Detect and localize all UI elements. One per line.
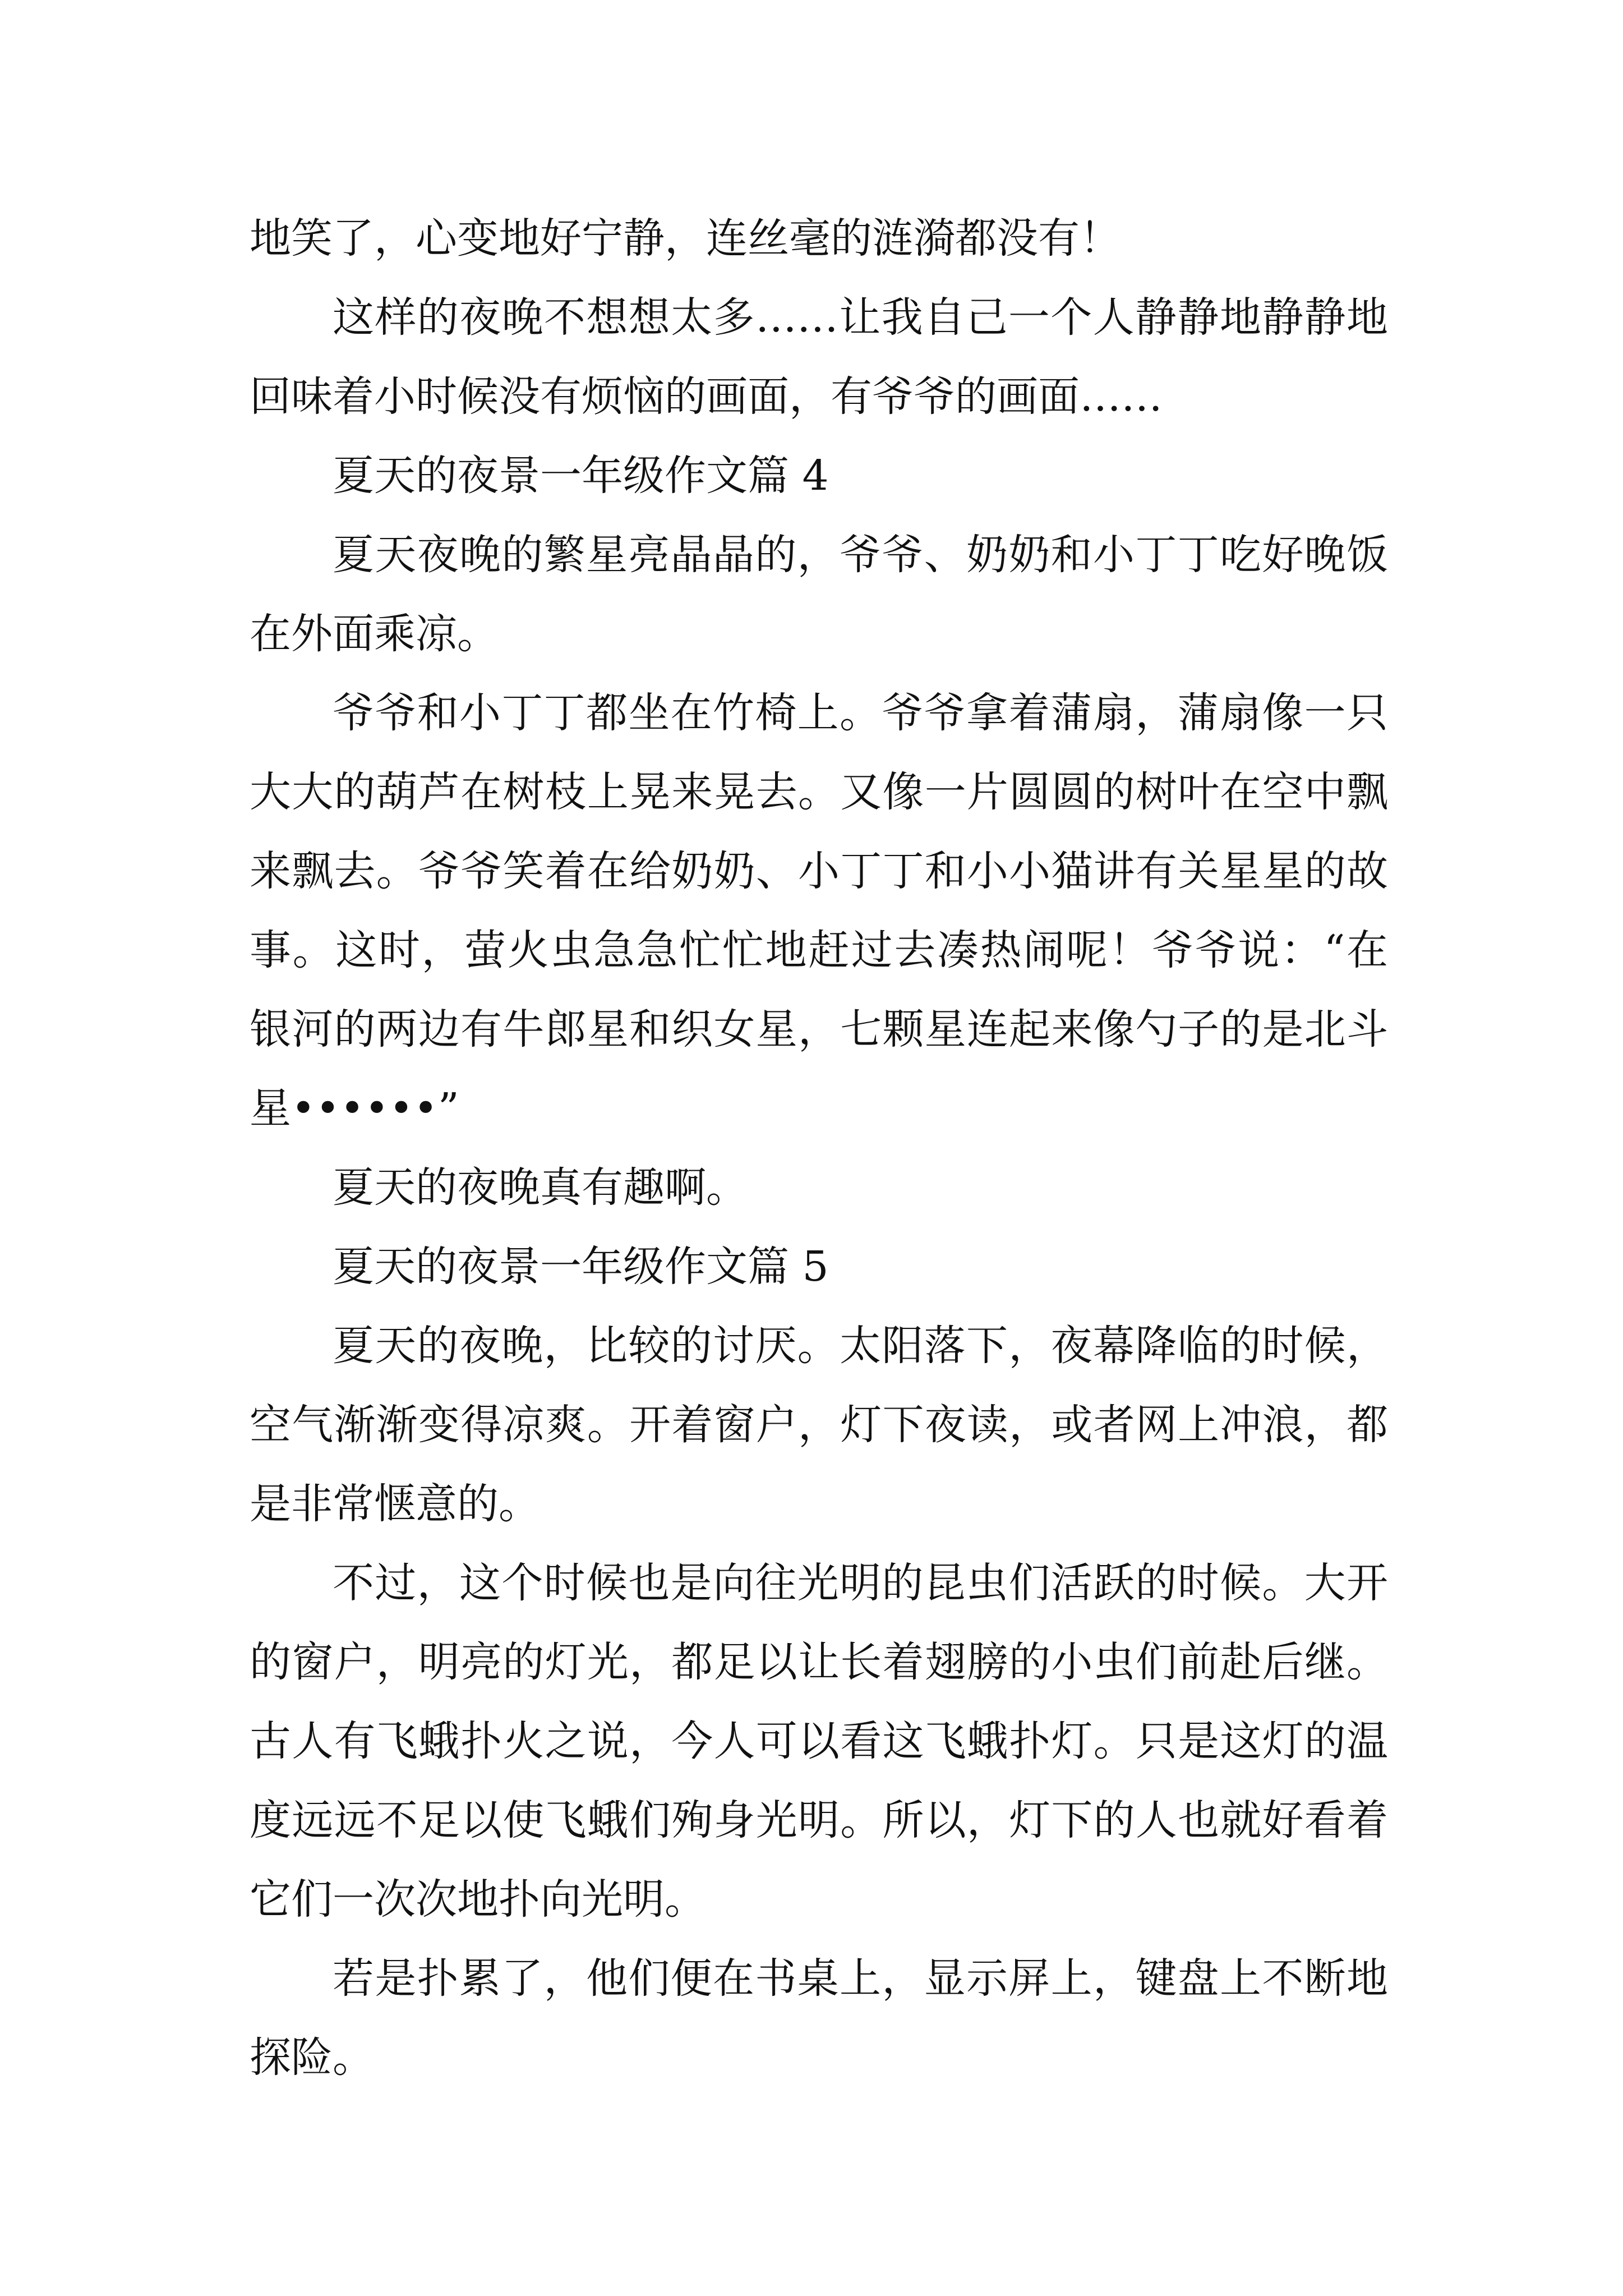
- paragraph: 这样的夜晚不想想太多……让我自己一个人静静地静静地回味着小时候没有烦恼的画面，有爷爷的画面……: [250, 293, 1388, 421]
- document-body: [250, 199, 1388, 2097]
- paragraph: 爷爷和小丁丁都坐在竹椅上。爷爷拿着蒲扇，蒲扇像一只大大的葫芦在树枝上晃来晃去。又像一片圆圆的树叶在空中飘来飘去。爷爷笑着在给奶奶、小丁丁和小小猫讲有关星星的故事。这时，萤火虫急急忙忙地赶过去凑热闹呢！爷爷说：“在银河的两边有牛郎星和织女星，七颗星连起来像勺子的是北斗星••••••”: [250, 689, 1388, 1133]
- paragraph: 不过，这个时候也是向往光明的昆虫们活跃的时候。大开的窗户，明亮的灯光，都足以让长着翅膀的小虫们前赴后继。古人有飞蛾扑火之说，今人可以看这飞蛾扑灯。只是这灯的温度远远不足以使飞蛾们殉身光明。所以，灯下的人也就好看着它们一次次地扑向光明。: [250, 1559, 1388, 1924]
- section-heading: 夏天的夜景一年级作文篇 5: [333, 1243, 829, 1291]
- paragraph: 夏天的夜晚，比较的讨厌。太阳落下，夜幕降临的时候，空气渐渐变得凉爽。开着窗户，灯下夜读，或者网上冲浪，都是非常惬意的。: [250, 1322, 1388, 1528]
- paragraph: 夏天的夜晚真有趣啊。: [333, 1163, 748, 1212]
- section-heading: 夏天的夜景一年级作文篇 4: [333, 452, 829, 500]
- paragraph: 若是扑累了，他们便在书桌上，显示屏上，键盘上不断地探险。: [250, 1954, 1388, 2082]
- paragraph: 地笑了，心变地好宁静，连丝毫的涟漪都没有！: [250, 214, 1121, 263]
- paragraph: 夏天夜晚的繁星亮晶晶的，爷爷、奶奶和小丁丁吃好晚饭在外面乘凉。: [250, 531, 1388, 658]
